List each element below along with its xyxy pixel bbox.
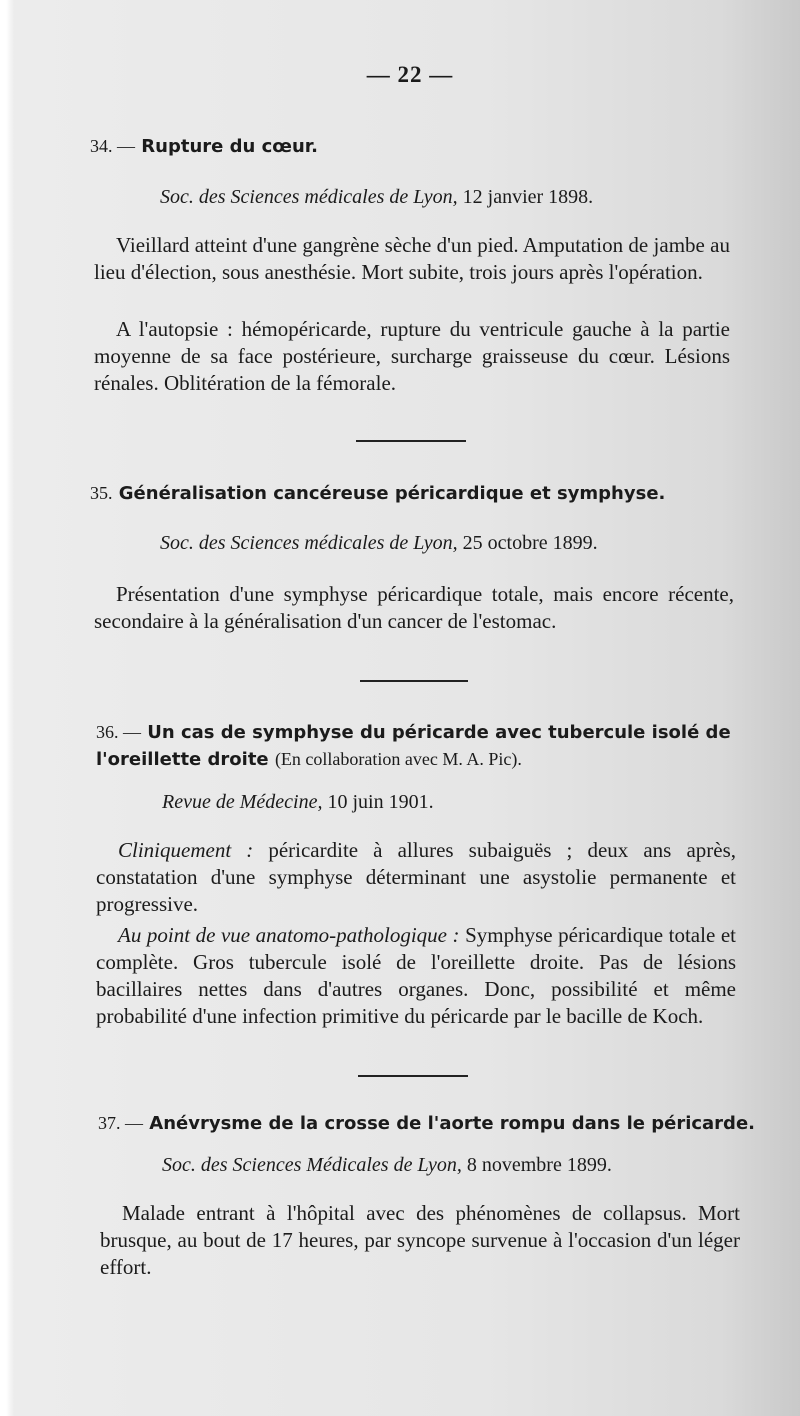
entry-37-source [162,1152,612,1178]
entry-35-source [160,530,598,556]
entry-36-title: Un cas de symphyse du péricarde avec tubercule isolé de l'oreillette droite [96,722,731,770]
entry-37-paragraph-1: Malade entrant à l'hôpital avec des phénomènes de collapsus. Mort brusque, au bout de 17 heures, par syncope survenue à l'occasion d'un léger effort. [100,1201,740,1279]
entry-35-title: Généralisation cancéreuse péricardique et symphyse. [118,483,666,504]
entry-37-date: 8 novembre 1899. [466,1154,612,1176]
entry-34-journal: Soc. des Sciences médicales de Lyon, [160,186,458,208]
entry-34-paragraph-2: A l'autopsie : hémopéricarde, rupture du ventricule gauche à la partie moyenne de sa face postérieure, surcharge graisseuse du cœur. Lésions rénales. Oblitération de la fémorale. [94,317,730,395]
separator-rule [356,440,466,442]
entry-34-source [160,184,593,210]
entry-36-date: 10 juin 1901. [327,791,434,813]
entry-36-paragraph-2-lead: Au point de vue anatomo-pathologique : [118,923,460,947]
separator-rule [360,680,468,682]
entry-36-number: 36. — [96,722,141,742]
entry-35-heading [90,480,665,507]
page-number: — 22 — [366,62,454,87]
entry-36-paragraph-2-body: Symphyse péricardique totale et complète. Gros tubercule isolé de l'oreillette droite. Pas de lésions bacillaires nettes dans d'autres organes. Donc, possibilité et même probabilité d'une infection primitive du péricarde par le bacille de Koch. [96,923,736,1028]
entry-35-number: 35. [90,483,113,503]
entry-35-date: 25 octobre 1899. [462,532,598,554]
entry-36-paragraph-1-body: péricardite à allures subaiguës ; deux ans après, constatation d'une symphyse déterminant une asystolie permanente et progressive. [96,838,736,916]
entry-34-date: 12 janvier 1898. [462,186,594,208]
entry-34-paragraph-1: Vieillard atteint d'une gangrène sèche d'un pied. Amputation de jambe au lieu d'élection, sous anesthésie. Mort subite, trois jours après l'opération. [94,233,730,284]
entry-37-heading [98,1110,755,1137]
entry-36-paragraph-1-lead: Cliniquement : [118,838,254,862]
entry-34-number: 34. — [90,136,135,156]
entry-35-paragraph-1: Présentation d'une symphyse péricardique totale, mais encore récente, secondaire à la généralisation d'un cancer de l'estomac. [94,582,734,633]
entry-36-source [162,789,434,815]
entry-36-heading [96,719,736,773]
entry-34-title: Rupture du cœur. [141,136,318,157]
entry-36-journal: Revue de Médecine, [162,791,323,813]
entry-37-journal: Soc. des Sciences Médicales de Lyon, [162,1154,462,1176]
entry-37-number: 37. — [98,1113,143,1133]
entry-36-paragraph-2 [96,922,736,1030]
entry-36-paragraph-1 [96,837,736,918]
entry-35-journal: Soc. des Sciences médicales de Lyon, [160,532,458,554]
entry-34-heading [90,133,318,160]
separator-rule [358,1075,468,1077]
entry-36-title-tail: (En collaboration avec M. A. Pic). [274,749,522,769]
entry-37-title: Anévrysme de la crosse de l'aorte rompu dans le péricarde. [149,1113,755,1134]
